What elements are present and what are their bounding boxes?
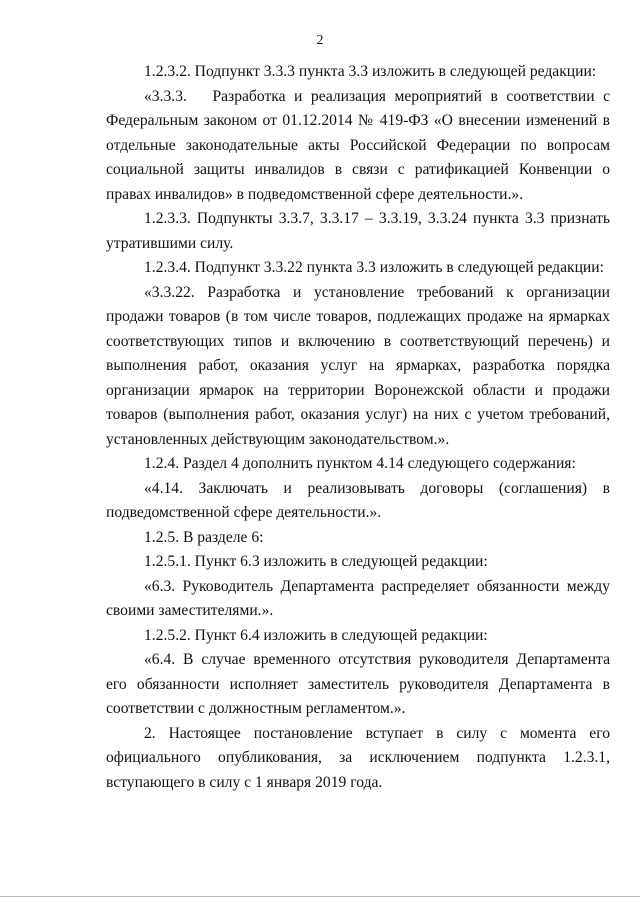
paragraph-1-2-5-2: 1.2.5.2. Пункт 6.4 изложить в следующей редакции: [144, 626, 488, 644]
paragraph-quote-6-4: «6.4. В случае временного отсутствия руководителя Департамента его обязанности исполняет заместитель руководителя Департамента в соответствии с должностным регламентом.». [106, 651, 610, 717]
paragraph-1-2-4: 1.2.4. Раздел 4 дополнить пунктом 4.14 следующего содержания: [144, 455, 576, 472]
paragraph-1-2-3-4: 1.2.3.4. Подпункт 3.3.22 пункта 3.3 изложить в следующей редакции: [144, 259, 604, 276]
page-number: 2 [316, 33, 324, 48]
paragraph-quote-4-14: «4.14. Заключать и реализовывать договоры (соглашения) в подведомственной сфере деятельности.». [106, 479, 610, 521]
paragraph-2-effective-date: 2. Настоящее постановление вступает в силу с момента его официального опубликования, за исключением подпункта 1.2.3.1, вступающего в силу с 1 января 2019 года. [106, 724, 610, 791]
paragraph-1-2-5-1: 1.2.5.1. Пункт 6.3 изложить в следующей редакции: [144, 553, 488, 570]
paragraph-quote-3-3-3: «3.3.3. Разработка и реализация мероприятий в соответствии с Федеральным законом от 01.12.2014 № 419-ФЗ «О внесении изменений в отдельные законодательные акты Российской Федерации по вопросам социальной защиты инвалидов в связи с ратификацией Конвенции о правах инвалидов» в подведомственной сфере деятельности.». [106, 87, 610, 203]
paragraph-1-2-3-3: 1.2.3.3. Подпункты 3.3.7, 3.3.17 – 3.3.19, 3.3.24 пункта 3.3 признать утратившими силу. [106, 210, 610, 252]
paragraph-1-2-3-2: 1.2.3.2. Подпункт 3.3.3 пункта 3.3 изложить в следующей редакции: [144, 63, 597, 80]
page-bottom-edge [0, 896, 640, 897]
paragraph-1-2-5: 1.2.5. В разделе 6: [144, 528, 264, 546]
paragraph-quote-3-3-22: «3.3.22. Разработка и установление требований к организации продажи товаров (в том числе товаров, подлежащих продаже на ярмарках соответствующих типов и включению в соответствующий перечень) и выполнения работ, оказания услуг на ярмарках, разработка порядка организации ярмарок на территории Воронежской области и продажи товаров (выполнения работ, оказания услуг) на них с учетом требований, установленных действующим законодательством.». [106, 283, 610, 448]
paragraph-quote-6-3: «6.3. Руководитель Департамента распределяет обязанности между своими заместителями.». [106, 577, 610, 619]
document-body [106, 60, 610, 795]
